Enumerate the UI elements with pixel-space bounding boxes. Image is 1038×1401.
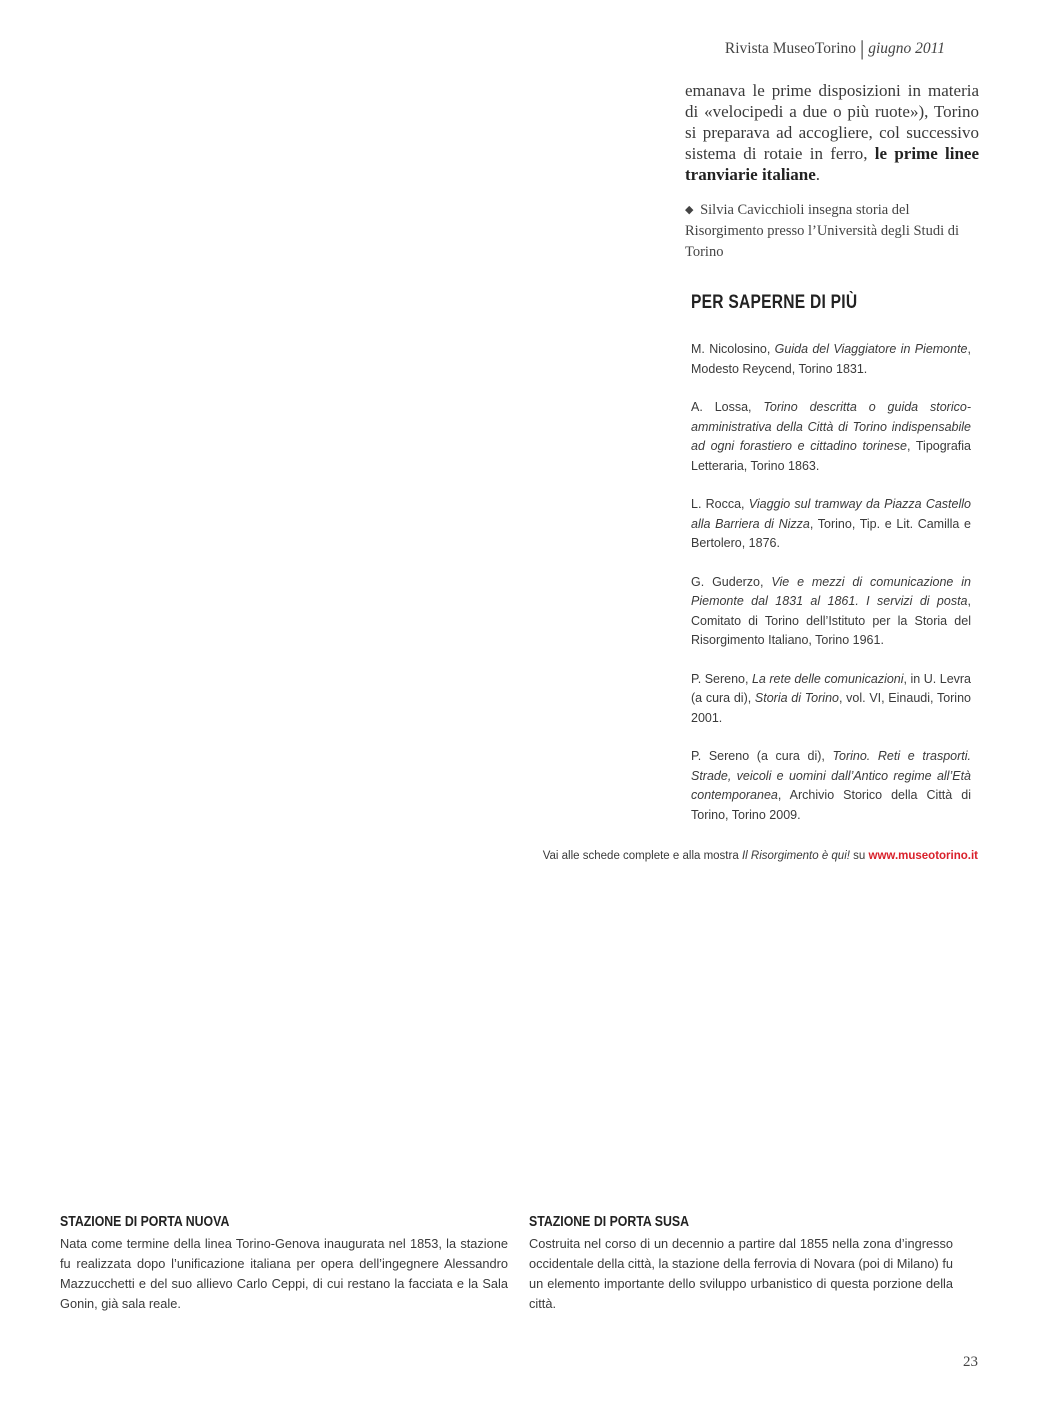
website-link[interactable]: www.museotorino.it bbox=[868, 850, 978, 862]
magazine-name: Rivista MuseoTorino bbox=[724, 40, 856, 57]
entry-title: La rete delle comunicazioni bbox=[751, 671, 904, 686]
caption-text: Costruita nel corso di un decennio a partire dal 1855 nella zona d’ingresso occidentale della città, la stazione della ferrovia di Novara (poi di Milano) fu un elemento importante dello sviluppo urbanistico di questa porzione della città. bbox=[529, 1236, 953, 1311]
entry-title: Storia di Torino bbox=[754, 691, 839, 705]
diamond-icon: ◆ bbox=[685, 204, 694, 216]
issue-date: giugno 2011 bbox=[868, 40, 945, 57]
reference-connector: su bbox=[853, 850, 866, 862]
page-number: 23 bbox=[963, 1354, 978, 1370]
entry-details: , Tipografia Letteraria, Torino 1863. bbox=[691, 439, 971, 473]
bibliography-entry bbox=[691, 398, 971, 476]
entry-title: Torino descritta o guida storico-amministrativa della Città di Torino indispensabile ad ogni forastiero e cittadino torinese bbox=[691, 400, 971, 453]
caption-text: Nata come termine della linea Torino-Genova inaugurata nel 1853, la stazione fu realizzata dopo l’unificazione italiana per opera dell’ingegnere Alessandro Mazzucchetti e del suo allievo Carlo Ceppi, di cui restano la facciata e la Sala Gonin, già sala reale. bbox=[60, 1236, 508, 1311]
bibliography-title: PER SAPERNE DI PIÙ bbox=[691, 292, 858, 313]
entry-details: , in U. Levra (a cura di), bbox=[691, 671, 972, 705]
article-continuation bbox=[685, 80, 979, 185]
author-text: Silvia Cavicchioli insegna storia del Risorgimento presso l’Università degli Studi di Torino bbox=[685, 202, 960, 260]
caption-title: STAZIONE DI PORTA NUOVA bbox=[60, 1214, 230, 1230]
entry-details: , vol. VI, Einaudi, Torino 2001. bbox=[691, 691, 971, 725]
article-text: emanava le prime disposizioni in materia di «velocipedi a due o più ruote»), Torino si preparava ad accogliere, col successivo sistema di rotaie in ferro, bbox=[685, 81, 979, 163]
caption-title: STAZIONE DI PORTA SUSA bbox=[529, 1214, 690, 1230]
entry-details: , Comitato di Torino dell’Istituto per la Storia del Risorgimento Italiano, Torino 1961. bbox=[691, 594, 971, 647]
exhibit-name: Il Risorgimento è qui! bbox=[741, 850, 850, 862]
entry-author: A. Lossa, bbox=[691, 400, 752, 414]
running-header bbox=[725, 36, 945, 61]
bibliography bbox=[691, 292, 971, 844]
entry-details: , Archivio Storico della Città di Torino, Torino 2009. bbox=[691, 788, 971, 822]
entry-author: P. Sereno, bbox=[691, 671, 749, 686]
bibliography-entry bbox=[691, 340, 971, 379]
header-separator: | bbox=[860, 36, 865, 60]
entry-author: G. Guderzo, bbox=[691, 574, 764, 589]
entry-title: Guida del Viaggiatore in Piemonte bbox=[774, 342, 968, 356]
entry-details: , Torino, Tip. e Lit. Camilla e Bertolero, 1876. bbox=[691, 516, 971, 550]
caption-porta-nuova bbox=[60, 1214, 508, 1314]
entry-author: M. Nicolosino, bbox=[691, 342, 771, 356]
bibliography-entry bbox=[691, 670, 971, 729]
bibliography-entry bbox=[691, 747, 971, 825]
bibliography-entry bbox=[691, 573, 971, 651]
caption-porta-susa bbox=[529, 1214, 953, 1314]
entry-title: Vie e mezzi di comunicazione in Piemonte dal 1831 al 1861. I servizi di posta bbox=[691, 574, 971, 608]
entry-title: Viaggio sul tramway da Piazza Castello alla Barriera di Nizza bbox=[691, 497, 971, 531]
reference-prefix: Vai alle schede complete e alla mostra bbox=[542, 850, 739, 862]
entry-title: Torino. Reti e trasporti. Strade, veicoli e uomini dall’Antico regime all’Età contemporanea bbox=[691, 749, 971, 802]
author-note bbox=[685, 200, 979, 263]
article-text-end: . bbox=[815, 165, 821, 184]
entry-author: P. Sereno (a cura di), bbox=[691, 749, 825, 763]
bibliography-entry bbox=[691, 495, 971, 554]
website-reference bbox=[543, 850, 978, 862]
entry-author: L. Rocca, bbox=[691, 497, 745, 511]
article-bold-text: le prime linee tranviarie italiane bbox=[685, 144, 980, 184]
entry-details: , Modesto Reycend, Torino 1831. bbox=[691, 342, 971, 376]
